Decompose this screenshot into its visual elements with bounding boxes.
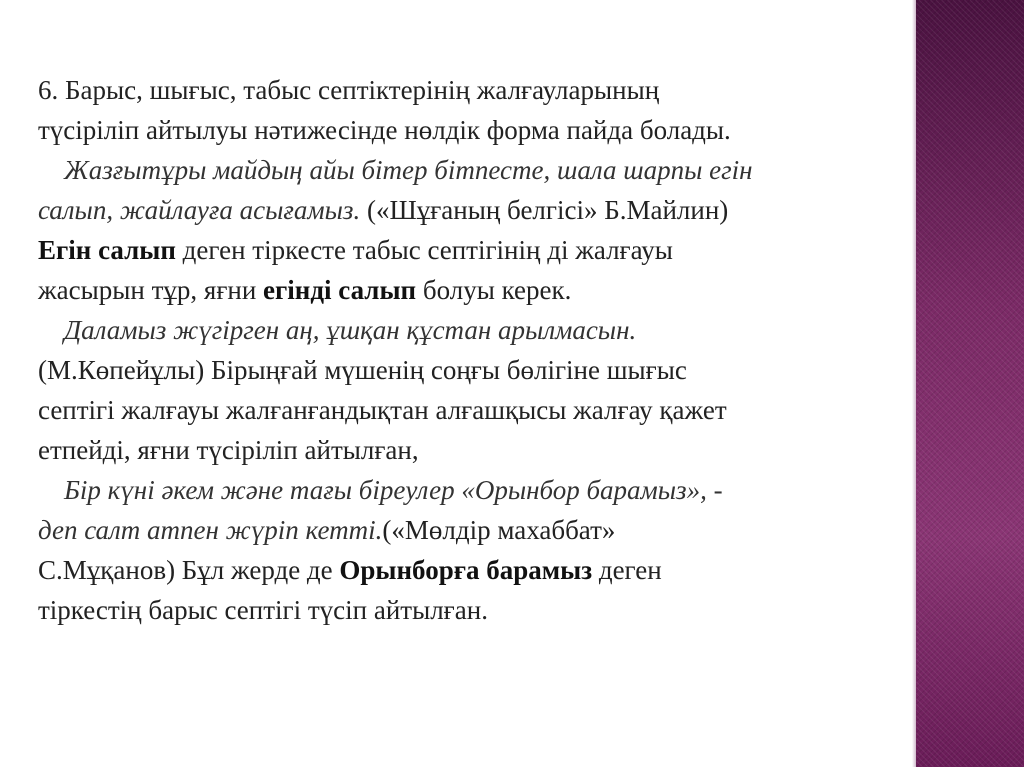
paragraph-2 (38, 150, 878, 310)
p4-bold-1: Орынборға барамыз (339, 555, 593, 585)
p2-text-1: деген тіркесте табыс септігінің ді жалғауы (175, 235, 673, 265)
p4-source: («Мөлдір махаббат» (382, 515, 616, 545)
p4-line-3-end: деген (592, 555, 662, 585)
paragraph-3 (38, 310, 878, 470)
p3-italic-line-1: Даламыз жүгірген аң, ұшқан құстан арылмасын. (64, 315, 637, 345)
paragraph-1 (38, 70, 878, 150)
p2-bold-1: Егін салып (38, 235, 176, 265)
p1-line-2: түсіріліп айтылуы нәтижесінде нөлдік форма пайда болады. (38, 115, 731, 145)
p2-italic-line-1: Жазғытұры майдың айы бітер бітпесте, шала шарпы егін (64, 155, 753, 185)
p1-line-1: 6. Барыс, шығыс, табыс септіктерінің жалғауларының (38, 75, 660, 105)
p2-italic-line-2: салып, жайлауға асығамыз. (38, 195, 361, 225)
p4-italic-line-1: Бір күні әкем және тағы біреулер «Орынбор барамыз», - (64, 475, 723, 505)
paragraph-4 (38, 470, 878, 630)
p3-line-4: етпейді, яғни түсіріліп айтылған, (38, 435, 419, 465)
p3-line-2: (М.Көпейұлы) Бірыңғай мүшенің соңғы бөлігіне шығыс (38, 355, 687, 385)
p2-text-2: жасырын тұр, яғни (38, 275, 264, 305)
p2-bold-2: егінді салып (263, 275, 417, 305)
p4-line-3-text: С.Мұқанов) Бұл жерде де (38, 555, 340, 585)
p2-source: («Шұғаның белгісі» Б.Майлин) (360, 195, 729, 225)
p4-line-4: тіркестің барыс септігі түсіп айтылған. (38, 595, 488, 625)
decorative-side-bar (916, 0, 1024, 767)
p4-italic-line-2: деп салт атпен жүріп кетті. (38, 515, 383, 545)
slide-content (38, 70, 878, 630)
p2-text-3: болуы керек. (416, 275, 572, 305)
p3-line-3: септігі жалғауы жалғанғандықтан алғашқысы жалғау қажет (38, 395, 727, 425)
